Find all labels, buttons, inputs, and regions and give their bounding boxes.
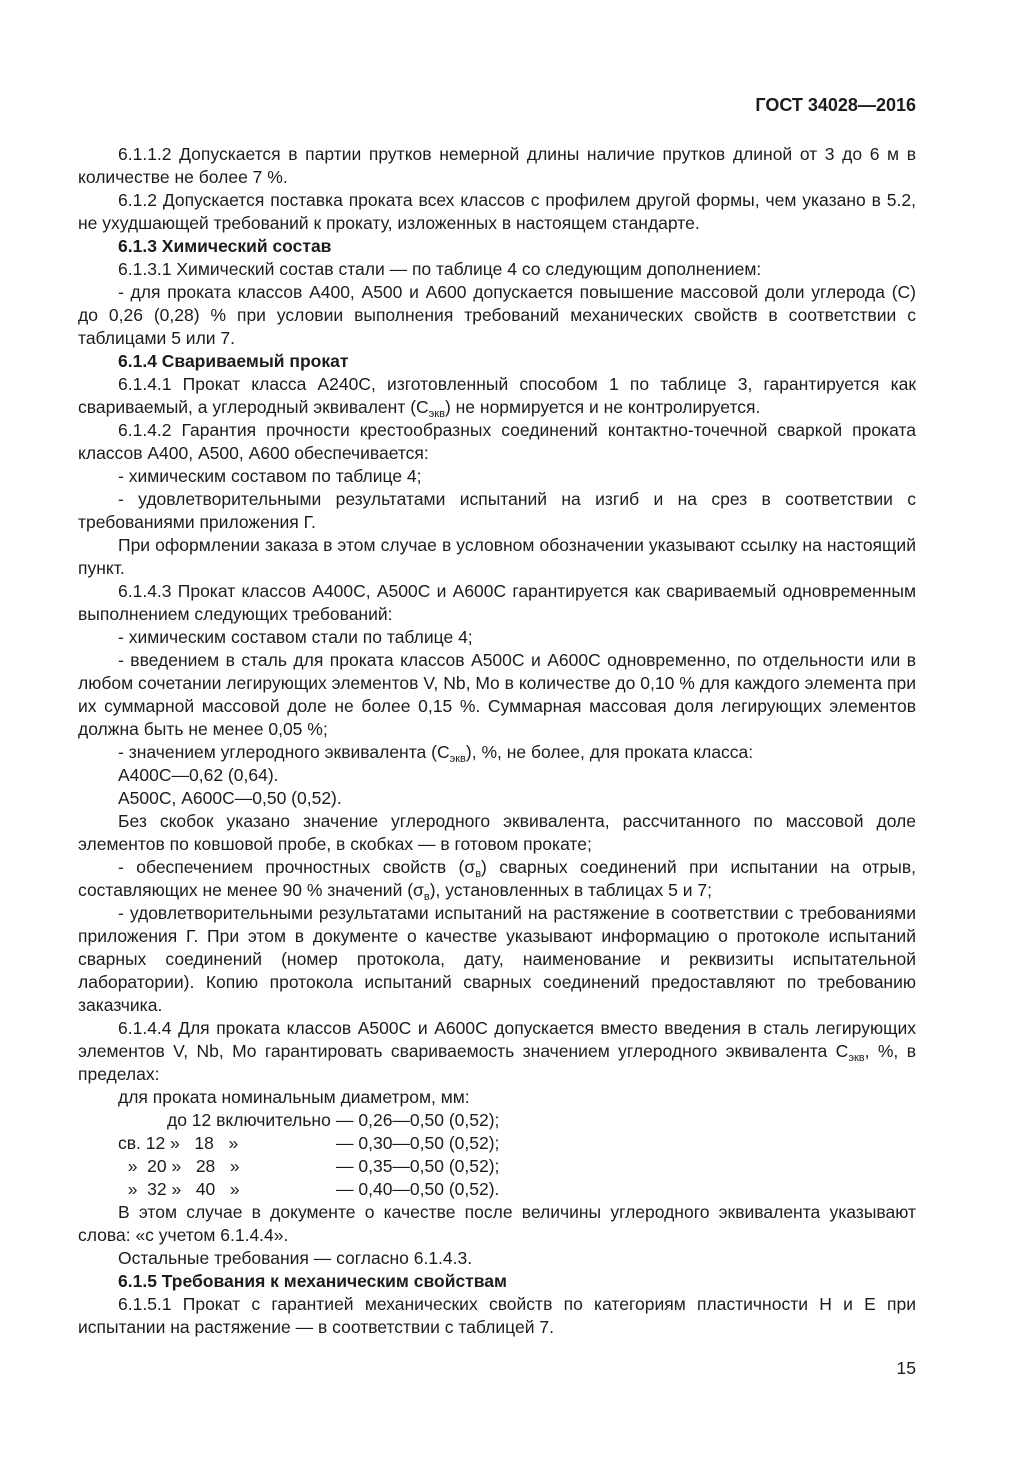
doc-code: ГОСТ 34028—2016 (755, 95, 916, 115)
list-item-strength-text-mid: ) сварных соединений при испытании на отрыв, составляющих не менее 90 % значений (σ (78, 857, 916, 900)
subscript-ekv: экв (428, 408, 445, 420)
para-6-1-1-2: 6.1.1.2 Допускается в партии прутков немерной длины наличие прутков длиной от 3 до 6 м в количестве не более 7 %. (78, 144, 916, 187)
diameter-range: до 12 включительно (167, 1110, 331, 1130)
para-diameter-intro: для проката номинальным диаметром, мм: (118, 1087, 470, 1107)
diameter-row (118, 1155, 916, 1178)
diameter-value: — 0,35—0,50 (0,52); (336, 1156, 500, 1176)
list-item-tension-tests: - удовлетворительными результатами испытаний на растяжение в соответствии с требованиями приложения Г. При этом в документе о качестве указывают информацию о протоколе испытаний сварных соединений (номер протокола, дату, наименование и реквизиты испытательной лаборатории). Копию протокола испытаний сварных соединений предоставляют по требованию заказчика. (78, 903, 916, 1015)
document-header (78, 95, 916, 115)
list-item-chemical-composition-steel: - химическим составом стали по таблице 4; (118, 627, 473, 647)
diameter-value: — 0,26—0,50 (0,52); (336, 1110, 500, 1130)
diameter-range: » 32 » 40 » (118, 1179, 240, 1199)
heading-6-1-3: 6.1.3 Химический состав (118, 236, 332, 256)
para-6-1-4-1-text-cont: ) не нормируется и не контролируется. (444, 397, 761, 417)
para-quality-document-note: В этом случае в документе о качестве после величины углеродного эквивалента указывают слова: «с учетом 6.1.4.4». (78, 1202, 916, 1245)
para-6-1-4-3: 6.1.4.3 Прокат классов А400С, А500С и А600С гарантируется как свариваемый одновременным выполнением следующих требований: (78, 581, 916, 624)
para-6-1-4-2: 6.1.4.2 Гарантия прочности крестообразных соединений контактно-точечной сваркой проката классов А400, А500, А600 обеспечивается: (78, 420, 916, 463)
list-item-carbon-equivalent (78, 741, 916, 764)
heading-6-1-4: 6.1.4 Свариваемый прокат (118, 351, 349, 371)
diameter-range: » 20 » 28 » (118, 1156, 240, 1176)
list-item-carbon-increase: - для проката классов А400, А500 и А600 допускается повышение массовой доли углерода (С) до 0,26 (0,28) % при условии выполнения требований механических свойств в соответствии с таблицами 5 или 7. (78, 282, 916, 348)
subscript-ekv: экв (848, 1052, 865, 1064)
list-item-strength-text: - обеспечением прочностных свойств (σ (118, 857, 476, 877)
list-item-carbon-equivalent-text: - значением углеродного эквивалента (С (118, 742, 450, 762)
diameter-range-table (118, 1109, 916, 1201)
document-footer (78, 1357, 916, 1380)
diameter-row (118, 1178, 916, 1201)
list-item-bend-shear-tests: - удовлетворительными результатами испытаний на изгиб и на срез в соответствии с требованиями приложения Г. (78, 489, 916, 532)
para-brackets-note: Без скобок указано значение углеродного эквивалента, рассчитанного по массовой доле элементов по ковшовой пробе, в скобках — в готовом прокате; (78, 811, 916, 854)
list-item-strength-text-cont: ), установленных в таблицах 5 и 7; (429, 880, 712, 900)
page-number: 15 (896, 1358, 916, 1378)
para-6-1-4-4-text-cont: , %, в пределах: (78, 1041, 916, 1084)
para-6-1-4-1-text: 6.1.4.1 Прокат класса А240С, изготовленный способом 1 по таблице 3, гарантируется как свариваемый, а углеродный эквивалент (С (78, 374, 916, 417)
list-item-chemical-composition: - химическим составом по таблице 4; (118, 466, 422, 486)
para-6-1-4-4 (78, 1017, 916, 1086)
para-6-1-3-1: 6.1.3.1 Химический состав стали — по таблице 4 со следующим дополнением: (118, 259, 762, 279)
para-6-1-5-1: 6.1.5.1 Прокат с гарантией механических свойств по категориям пластичности Н и Е при испытании на растяжение — в соответствии с таблицей 7. (78, 1294, 916, 1337)
diameter-row (118, 1109, 916, 1132)
list-item-strength-properties (78, 856, 916, 902)
value-a400c: А400С—0,62 (0,64). (118, 765, 279, 785)
para-6-1-4-1 (78, 373, 916, 419)
diameter-value: — 0,40—0,50 (0,52). (336, 1179, 500, 1199)
list-item-carbon-equivalent-text-cont: ), %, не более, для проката класса: (465, 742, 754, 762)
heading-6-1-5: 6.1.5 Требования к механическим свойствам (118, 1271, 507, 1291)
list-item-alloying-elements: - введением в сталь для проката классов А500С и А600С одновременно, по отдельности или в любом сочетании легирующих элементов V, Nb, Mo в количестве до 0,10 % для каждого элемента при их суммарной массовой доле не более 0,15 %. Суммарная массовая доля легирующих элементов должна быть не менее 0,05 %; (78, 650, 916, 739)
value-a500c-a600c: А500С, А600С—0,50 (0,52). (118, 788, 342, 808)
diameter-range: св. 12 » 18 » (118, 1133, 239, 1153)
para-6-1-2: 6.1.2 Допускается поставка проката всех классов с профилем другой формы, чем указано в 5.2, не ухудшающей требований к прокату, изложенных в настоящем стандарте. (78, 190, 916, 233)
diameter-row (118, 1132, 916, 1155)
para-rest-requirements: Остальные требования — согласно 6.1.4.3. (118, 1248, 473, 1268)
subscript-v: в (475, 868, 482, 880)
document-body (78, 143, 916, 1339)
subscript-ekv: экв (449, 753, 466, 765)
diameter-value: — 0,30—0,50 (0,52); (336, 1133, 500, 1153)
subscript-v: в (423, 891, 430, 903)
para-order-reference: При оформлении заказа в этом случае в условном обозначении указывают ссылку на настоящий пункт. (78, 535, 916, 578)
para-6-1-4-4-text: 6.1.4.4 Для проката классов А500С и А600С допускается вместо введения в сталь легирующих элементов V, Nb, Mo гарантировать свариваемость значением углеродного эквивалента С (78, 1018, 916, 1061)
